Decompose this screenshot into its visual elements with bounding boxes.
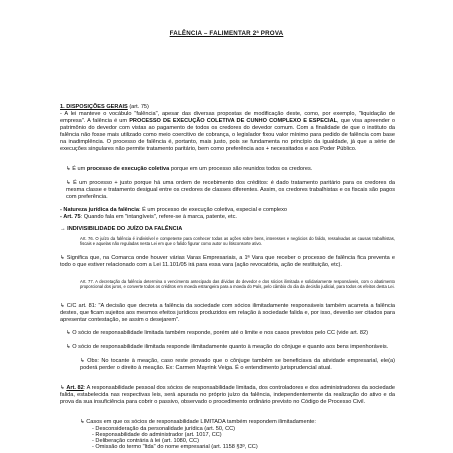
p7-text: C/C art. 81: "A decisão que decreta a falência da sociedade com sócios ilimitadamente responsáveis também acarreta a falência destes, que ficam sujeitos aos mesmos efeitos jurídicos produzidos em relação à sociedade falida e, por isso, deverão ser citados para apresentar contestação, se assim o desejarem". [60, 303, 395, 323]
paragraph-falencia-definicao [60, 111, 395, 152]
arrow-icon: ↳ [66, 344, 73, 350]
paragraph-natureza-juridica [60, 207, 395, 214]
arrow-icon: ↳ [60, 385, 67, 391]
paragraph-art-81 [60, 303, 395, 324]
p8-text: O sócio de responsabilidade limitada também responde, porém até o limite e nos casos previstos pelo CC (vide art. 82) [72, 330, 368, 336]
section-1-title: 1. DISPOSIÇÕES GERAIS [60, 104, 128, 110]
document-title: FALÊNCIA – FALIMENTAR 2ª PROVA [169, 30, 284, 37]
p10-text: Obs: No tocante à meação, caso reste provado que o cônjuge também se beneficiava da atividade empresarial, ele(a) poderá perder o direito à meação. Ex: Carmen Mayrink Veiga. É o entendimento jurisprudencial atual. [80, 358, 395, 371]
section-1-heading [60, 104, 395, 111]
p4-bold: - Natureza jurídica da falência [60, 207, 139, 213]
arrow-icon: ↳ [60, 255, 67, 261]
list-item: - Omissão do termo "ltda" do nome empresarial (art. 1158 §3º, CC) [92, 444, 258, 450]
arrow-icon: ↳ [66, 166, 73, 172]
quote-art-77: Art. 77. A decretação da falência determina o vencimento antecipado das dívidas do devedor e dos sócios ilimitada e solidariamente responsáveis, com o abatimento proporcional dos juros, e converte todos os créditos em moeda estrangeira para a moeda do País, pelo câmbio do dia da decisão judicial, para todos os efeitos desta Lei. [80, 279, 395, 289]
p4-text: : É um processo de execução coletiva, especial e complexo [138, 207, 287, 213]
arrow-icon: ↳ [80, 419, 87, 425]
section-1-ref: (art. 75) [127, 104, 149, 110]
p11-text: : A responsabilidade pessoal dos sócios de responsabilidade limitada, dos controladores e dos administradores da sociedade falida, estabelecida nas respectivas leis, será apurada no próprio juízo da falência, independentemente da realização do ativo e da prova da sua insuficiência para cobrir o passivo, observado o procedimento ordinário previsto no Código de Processo Civil. [60, 385, 395, 405]
paragraph-socio-limitado [66, 330, 395, 337]
paragraph-obs-meacao [80, 358, 395, 372]
p2-rest: porque em um processo são reunidos todos os credores. [169, 166, 313, 172]
paragraph-socio-ilimitado [66, 344, 395, 351]
list-item: - Responsabilidade do administrador (art. 1017, CC) [92, 432, 222, 438]
paragraph-execucao-coletiva [66, 166, 395, 173]
p12-text: Casos em que os sócios de responsabilidade LIMITADA também respondem ilimitadamente: [86, 419, 316, 425]
paragraph-art-75 [60, 214, 395, 221]
arrow-icon: ↳ [66, 180, 74, 186]
paragraph-art-82 [60, 385, 395, 406]
p5-text: : Quando fala em "intangíveis", refere-se à marca, patente, etc. [80, 214, 237, 220]
p1-bold: PROCESSO DE EXECUÇÃO COLETIVA DE CUNHO COMPLEXO E ESPECIAL [127, 117, 338, 124]
section-2-title: INDIVISIBILIDADE DO JUÍZO DA FALÊNCIA [67, 226, 183, 232]
quote-art-76: Art. 76. O juízo da falência é indivisível e competente para conhecer todas as ações sobre bens, interesses e negócios do falido, ressalvadas as causas trabalhistas, fiscais e aquelas não reguladas nesta Lei em que o falido figurar como autor ou litisconsorte ativo. [80, 236, 395, 246]
arrow-icon: ↳ [80, 358, 88, 364]
list-item: - Deliberação contrária à lei (art. 1080, CC) [92, 438, 199, 444]
p1-rest: , que visa apreender o patrimônio do devedor com vistas ao pagamento de todos os credores do devedor comum. Com a finalidade de que o instituto da falência não fosse mais utilizado como meio coercitivo de cobrança, o legislador fixou valor mínimo para pedido de falência com base na inadimplência. O processo de falência é, portanto, mais justo, pois se fundamenta no princípio da igualdade, já que a série de execuções singulares não permite tratamento paritário, bem como preferência aos + necessitados e aos Poder Público. [60, 117, 395, 152]
arrow-icon: ↳ [66, 330, 73, 336]
p11-bold: Art. 82 [66, 385, 84, 391]
p5-bold: - Art. 75 [60, 214, 81, 220]
arrow-icon: → [60, 226, 68, 232]
p6-text: Significa que, na Comarca onde houver várias Varas Empresariais, a 1ª Vara que receber o processo de falência fica preventa e todo o que estiver relacionado com a Lei 11.101/05 irá para essa vara (ação revocatória, ação de restituição, etc). [60, 255, 395, 268]
section-2-heading [60, 226, 395, 233]
p2-bold: processo de execução coletiva [86, 166, 170, 172]
p2-text: É um [72, 166, 87, 172]
arrow-icon: ↳ [60, 303, 67, 309]
paragraph-processo-justo [66, 180, 395, 201]
p9-text: O sócio de responsabilidade ilimitada responde ilimitadamente quanto à meação do cônjuge e quanto aos bens impenhoráveis. [72, 344, 389, 350]
list-item: - Desconsideração da personalidade jurídica (art. 50, CC) [92, 426, 236, 432]
p1-text: - A lei manteve o vocábulo "falência", apesar das diversas propostas de modificação deste, como, por exemplo, "liquidação de empresa". A falência é um [60, 111, 395, 124]
paragraph-casos-limitada [80, 419, 395, 426]
p3-text: É um processo + justo porque há uma ordem de recebimento dos créditos: é dado tratamento paritário para os credores da mesma classe e tratamento desigual entre os credores de classes diferentes. Assim, os credores trabalhistas e os fiscais são pagos com preferência. [66, 180, 395, 200]
paragraph-prevencao [60, 255, 395, 269]
